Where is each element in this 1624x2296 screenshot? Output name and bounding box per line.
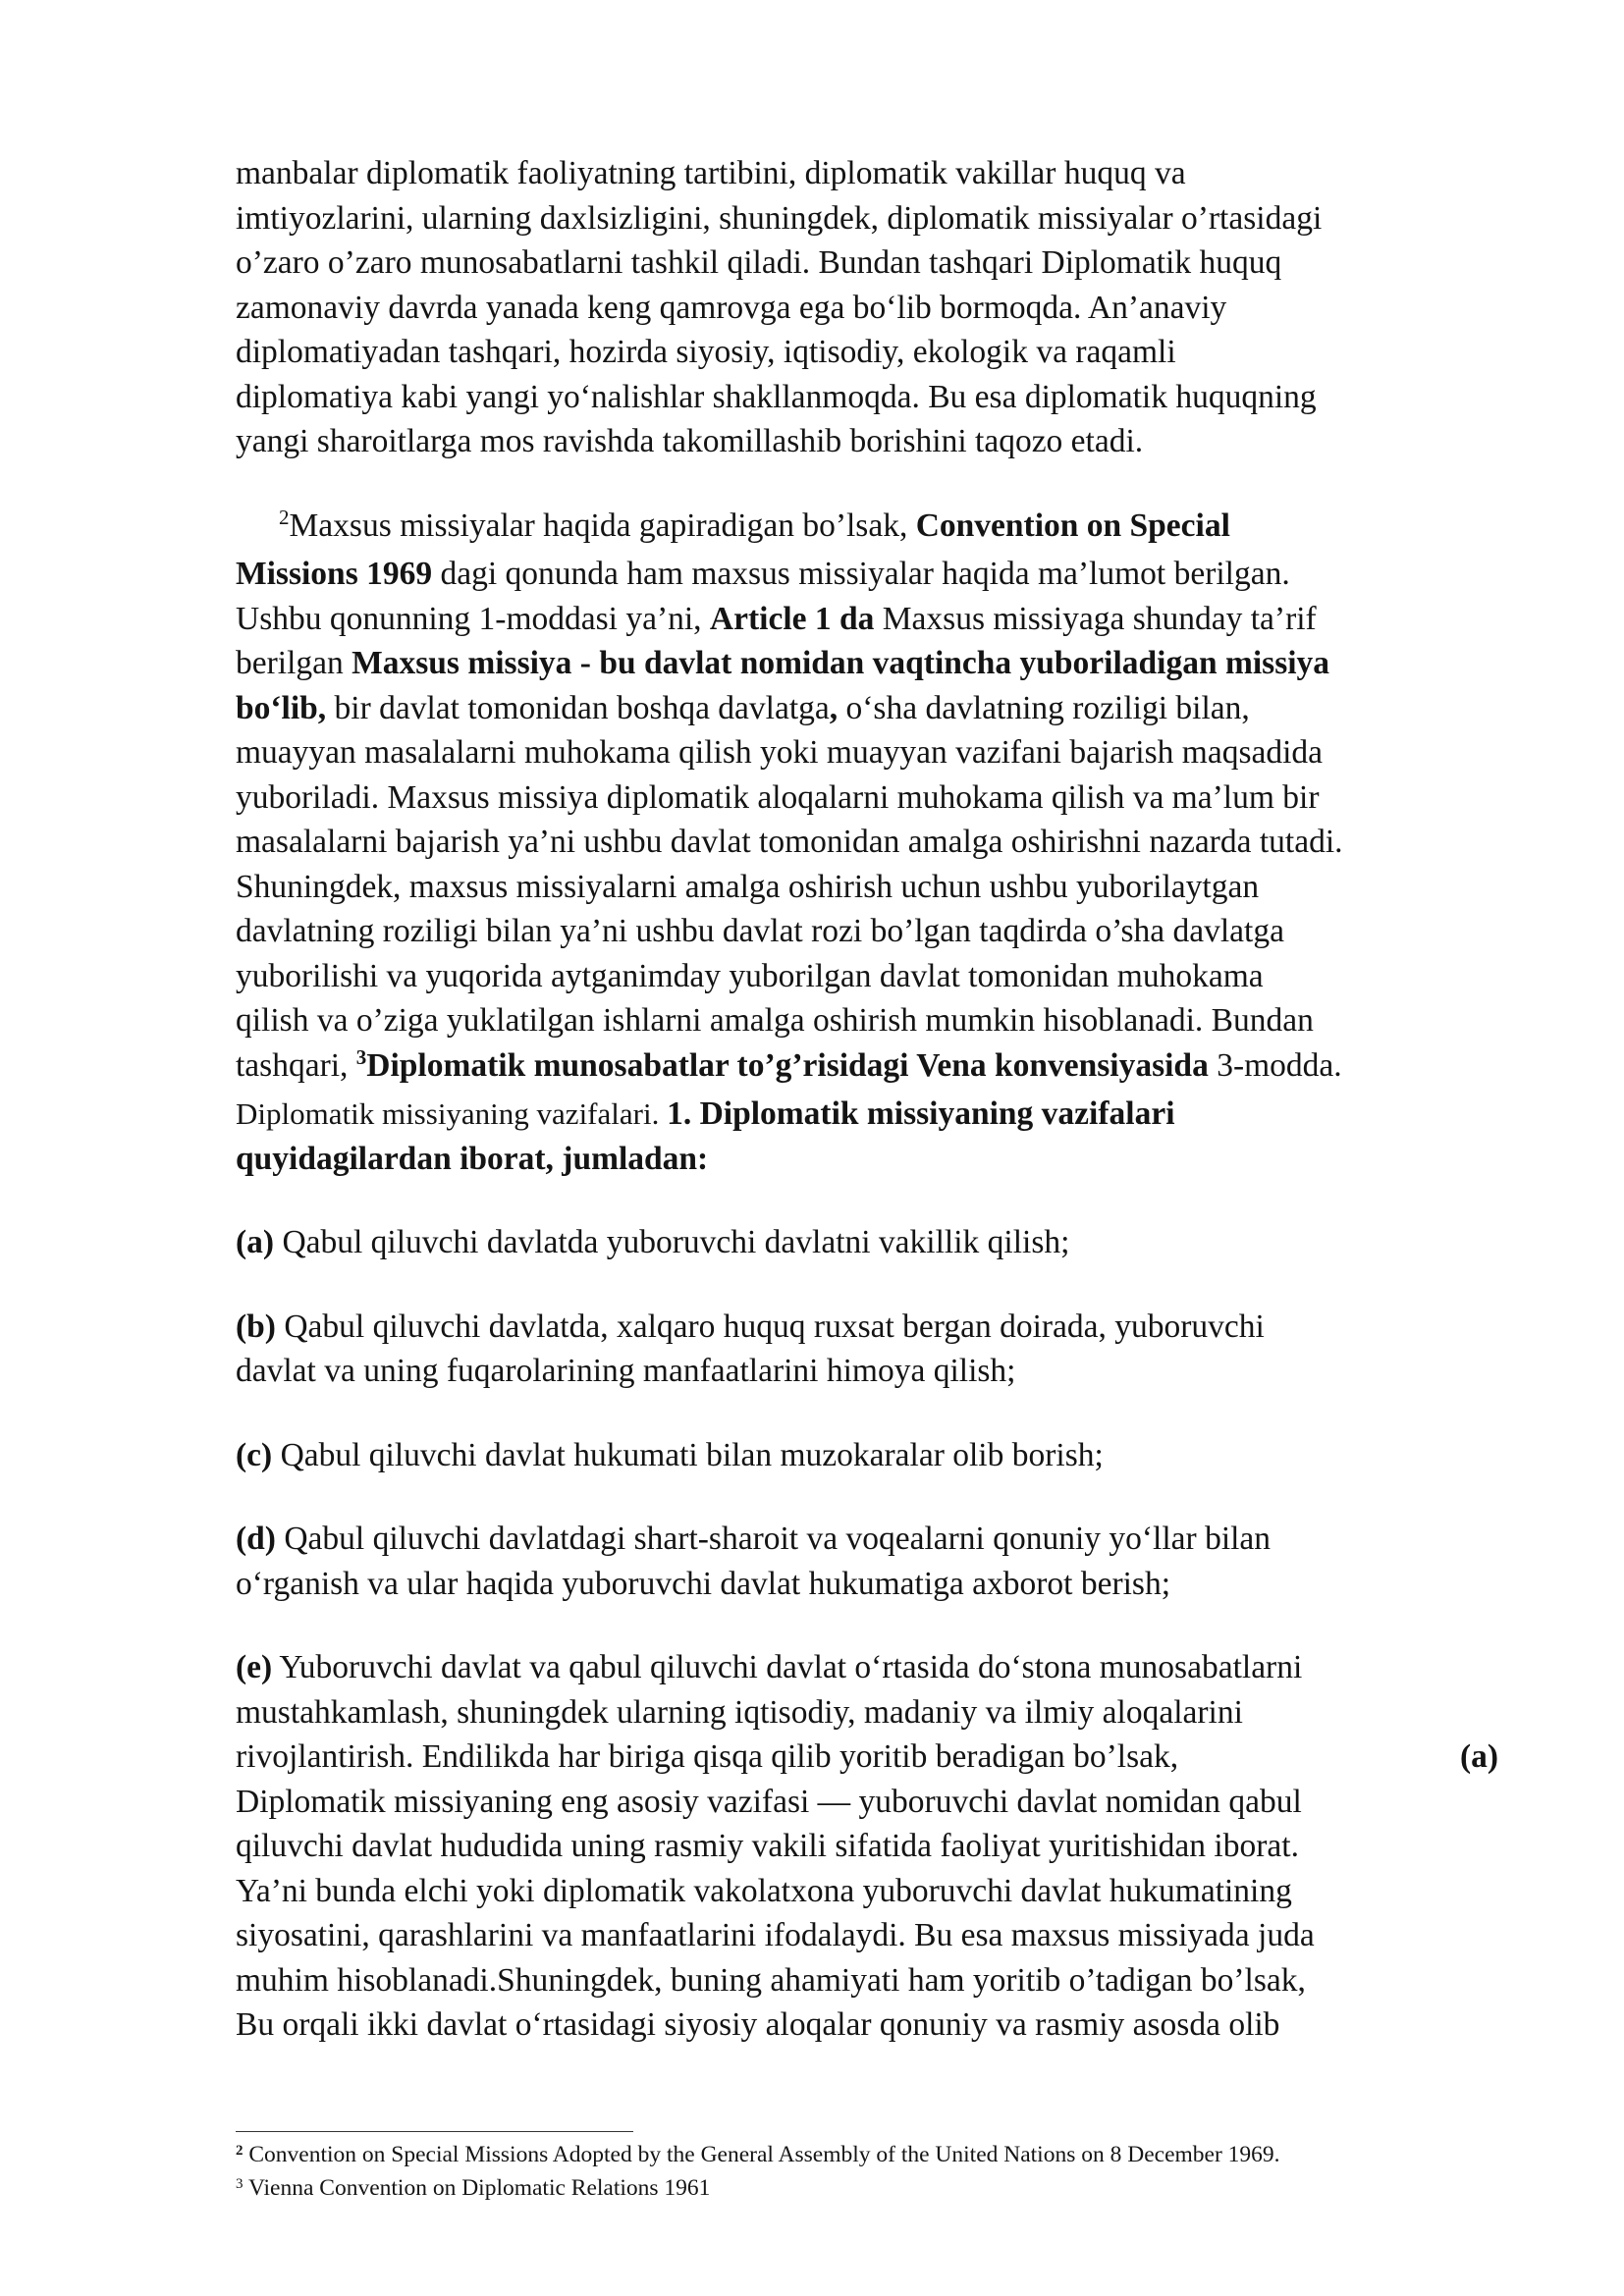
bold-run: quyidagilardan iborat, jumladan: [236, 1140, 709, 1177]
paragraph-line [236, 1433, 1512, 1478]
paragraph-line [236, 641, 1512, 686]
paragraph-line [236, 552, 1512, 597]
item-label: (a) [1459, 1738, 1498, 1775]
paragraph-line: Ya’ni bunda elchi yoki diplomatik vakolatxona yuboruvchi davlat hukumatining [236, 1872, 1292, 1909]
paragraph-line: zamonaviy davrda yanada keng qamrovga ega bo‘lib bormoqda. An’anaviy [236, 289, 1227, 326]
paragraph-line [236, 1645, 1512, 1690]
footnote-separator [236, 2131, 633, 2132]
paragraph-line [236, 1305, 1512, 1350]
paragraph-line [236, 1043, 1512, 1093]
footnote-text: Vienna Convention on Diplomatic Relations 1961 [243, 2175, 711, 2201]
footnote-ref-3[interactable]: 3 [355, 1044, 367, 1069]
item-label: (e) [236, 1649, 273, 1685]
text-run: tashqari, [236, 1046, 356, 1084]
paragraph-line: davlatning roziligi bilan ya’ni ushbu davlat rozi bo’lgan taqdirda o’sha davlatga [236, 913, 1284, 949]
list-item-d [236, 1517, 1512, 1606]
text-run: o‘sha davlatning roziligi bilan, [838, 689, 1250, 726]
footnote-ref-2[interactable]: 2 [279, 505, 290, 529]
footnote-mark: 3 [236, 2176, 244, 2192]
paragraph-line: Diplomatik missiyaning eng asosiy vazifasi — yuboruvchi davlat nomidan qabul [236, 1783, 1302, 1820]
text-run: 3-modda. [1208, 1046, 1342, 1084]
paragraph-line [236, 1735, 1512, 1780]
paragraph-line: manbalar diplomatik faoliyatning tartibini, diplomatik vakillar huquq va [236, 155, 1186, 191]
paragraph-line: qiluvchi davlat hududida uning rasmiy vakili sifatida faoliyat yuritishidan iborat. [236, 1828, 1299, 1864]
paragraph-line: muayyan masalalarni muhokama qilish yoki muayyan vazifani bajarish maqsadida [236, 734, 1324, 771]
paragraph-line: Shuningdek, maxsus missiyalarni amalga oshirish uchun ushbu yuborilaytgan [236, 868, 1260, 905]
bold-run: , [829, 689, 839, 726]
paragraph-line: o’zaro o’zaro munosabatlarni tashkil qiladi. Bundan tashqari Diplomatik huquq [236, 244, 1282, 281]
footnotes [236, 2140, 1512, 2207]
paragraph-line [236, 597, 1512, 642]
paragraph-line: Bu orqali ikki davlat o‘rtasidagi siyosiy aloqalar qonuniy va rasmiy asosda olib [236, 2006, 1280, 2043]
bold-run: Maxsus missiya - bu davlat nomidan vaqtincha yuboriladigan missiya [352, 645, 1330, 681]
paragraph-line: mustahkamlash, shuningdek ularning iqtisodiy, madaniy va ilmiy aloqalarini [236, 1693, 1243, 1731]
paragraph-line: masalalarni bajarish ya’ni ushbu davlat tomonidan amalga oshirishni nazarda tutadi. [236, 824, 1343, 860]
text-run: Qabul qiluvchi davlatda yuboruvchi davlatni vakillik qilish; [274, 1224, 1070, 1260]
text-run: bir davlat tomonidan boshqa davlatga [326, 689, 830, 726]
paragraph-line: diplomatiya kabi yangi yo‘nalishlar shakllanmoqda. Bu esa diplomatik huquqning [236, 378, 1317, 415]
text-run: Qabul qiluvchi davlat hukumati bilan muzokaralar olib borish; [272, 1436, 1104, 1473]
paragraph-line: qilish va o’ziga yuklatilgan ishlarni amalga oshirish mumkin hisoblanadi. Bundan [236, 1002, 1314, 1039]
paragraph-line: yangi sharoitlarga mos ravishda takomillashib borishini taqozo etadi. [236, 423, 1144, 459]
paragraph-line [236, 1137, 1512, 1182]
bold-run: Diplomatik munosabatlar to’g’risidagi Vena konvensiyasida [366, 1046, 1209, 1084]
paragraph-line: muhim hisoblanadi.Shuningdek, buning ahamiyati ham yoritib o’tadigan bo’lsak, [236, 1961, 1306, 1999]
item-label: (b) [236, 1308, 276, 1345]
paragraph-line [236, 504, 1512, 553]
text-run: Qabul qiluvchi davlatda, xalqaro huquq ruxsat bergan doirada, yuboruvchi [275, 1308, 1265, 1345]
footnote-3 [236, 2173, 1512, 2207]
paragraph-line [236, 1092, 1512, 1137]
paragraph-line: davlat va uning fuqarolarining manfaatlarini himoya qilish; [236, 1353, 1016, 1389]
paragraph-line [236, 686, 1512, 731]
text-run: Diplomatik missiyaning vazifalari. [236, 1096, 668, 1131]
text-run: rivojlantirish. Endilikda har biriga qisqa qilib yoritib beradigan bo’lsak, [236, 1738, 1179, 1775]
list-item-e [236, 1645, 1512, 2048]
document-body [236, 151, 1512, 2048]
bold-run: Article 1 da [709, 600, 875, 637]
text-run: Maxsus missiyalar haqida gapiradigan bo’lsak, [289, 507, 916, 544]
item-label: (a) [236, 1224, 275, 1260]
text-run: Maxsus missiyaga shunday ta’rif [874, 600, 1317, 637]
text-run: dagi qonunda ham maxsus missiyalar haqida ma’lumot berilgan. [432, 556, 1290, 592]
bold-run: 1. Diplomatik missiyaning vazifalari [667, 1095, 1175, 1132]
text-run: Ushbu qonunning 1-moddasi ya’ni, [236, 600, 710, 637]
intro-paragraph [236, 151, 1512, 464]
paragraph-line: siyosatini, qarashlarini va manfaatlarini ifodalaydi. Bu esa maxsus missiyada juda [236, 1917, 1315, 1953]
text-run: berilgan [236, 645, 352, 681]
item-label: (c) [236, 1436, 273, 1473]
text-run: Yuboruvchi davlat va qabul qiluvchi davlat o‘rtasida do‘stona munosabatlarni [272, 1649, 1303, 1685]
bold-run: bo‘lib, [236, 689, 327, 726]
paragraph-line: imtiyozlarini, ularning daxlsizligini, shuningdek, diplomatik missiyalar o’rtasidagi [236, 199, 1323, 237]
list-item-c [236, 1433, 1512, 1478]
footnote-text: Convention on Special Missions Adopted by the General Assembly of the United Nations on 8 December 1969. [243, 2142, 1280, 2167]
paragraph-line: yuboriladi. Maxsus missiya diplomatik aloqalarni muhokama qilish va ma’lum bir [236, 778, 1320, 816]
item-label: (d) [236, 1521, 276, 1557]
paragraph-line: diplomatiyadan tashqari, hozirda siyosiy, iqtisodiy, ekologik va raqamli [236, 334, 1176, 370]
bold-run: Convention on Special [915, 507, 1230, 544]
paragraph-line: yuborilishi va yuqorida aytganimday yuborilgan davlat tomonidan muhokama [236, 957, 1264, 994]
special-missions-paragraph [236, 504, 1512, 1182]
bold-run: Missions 1969 [236, 556, 433, 592]
paragraph-line [236, 1220, 1512, 1265]
footnote-mark: 2 [236, 2143, 244, 2159]
paragraph-line: o‘rganish va ular haqida yuboruvchi davlat hukumatiga axborot berish; [236, 1565, 1171, 1602]
text-run: Qabul qiluvchi davlatdagi shart-sharoit va voqealarni qonuniy yo‘llar bilan [275, 1521, 1272, 1557]
list-item-b [236, 1305, 1512, 1394]
paragraph-line [236, 1517, 1512, 1562]
list-item-a [236, 1220, 1512, 1265]
footnote-2 [236, 2140, 1512, 2173]
